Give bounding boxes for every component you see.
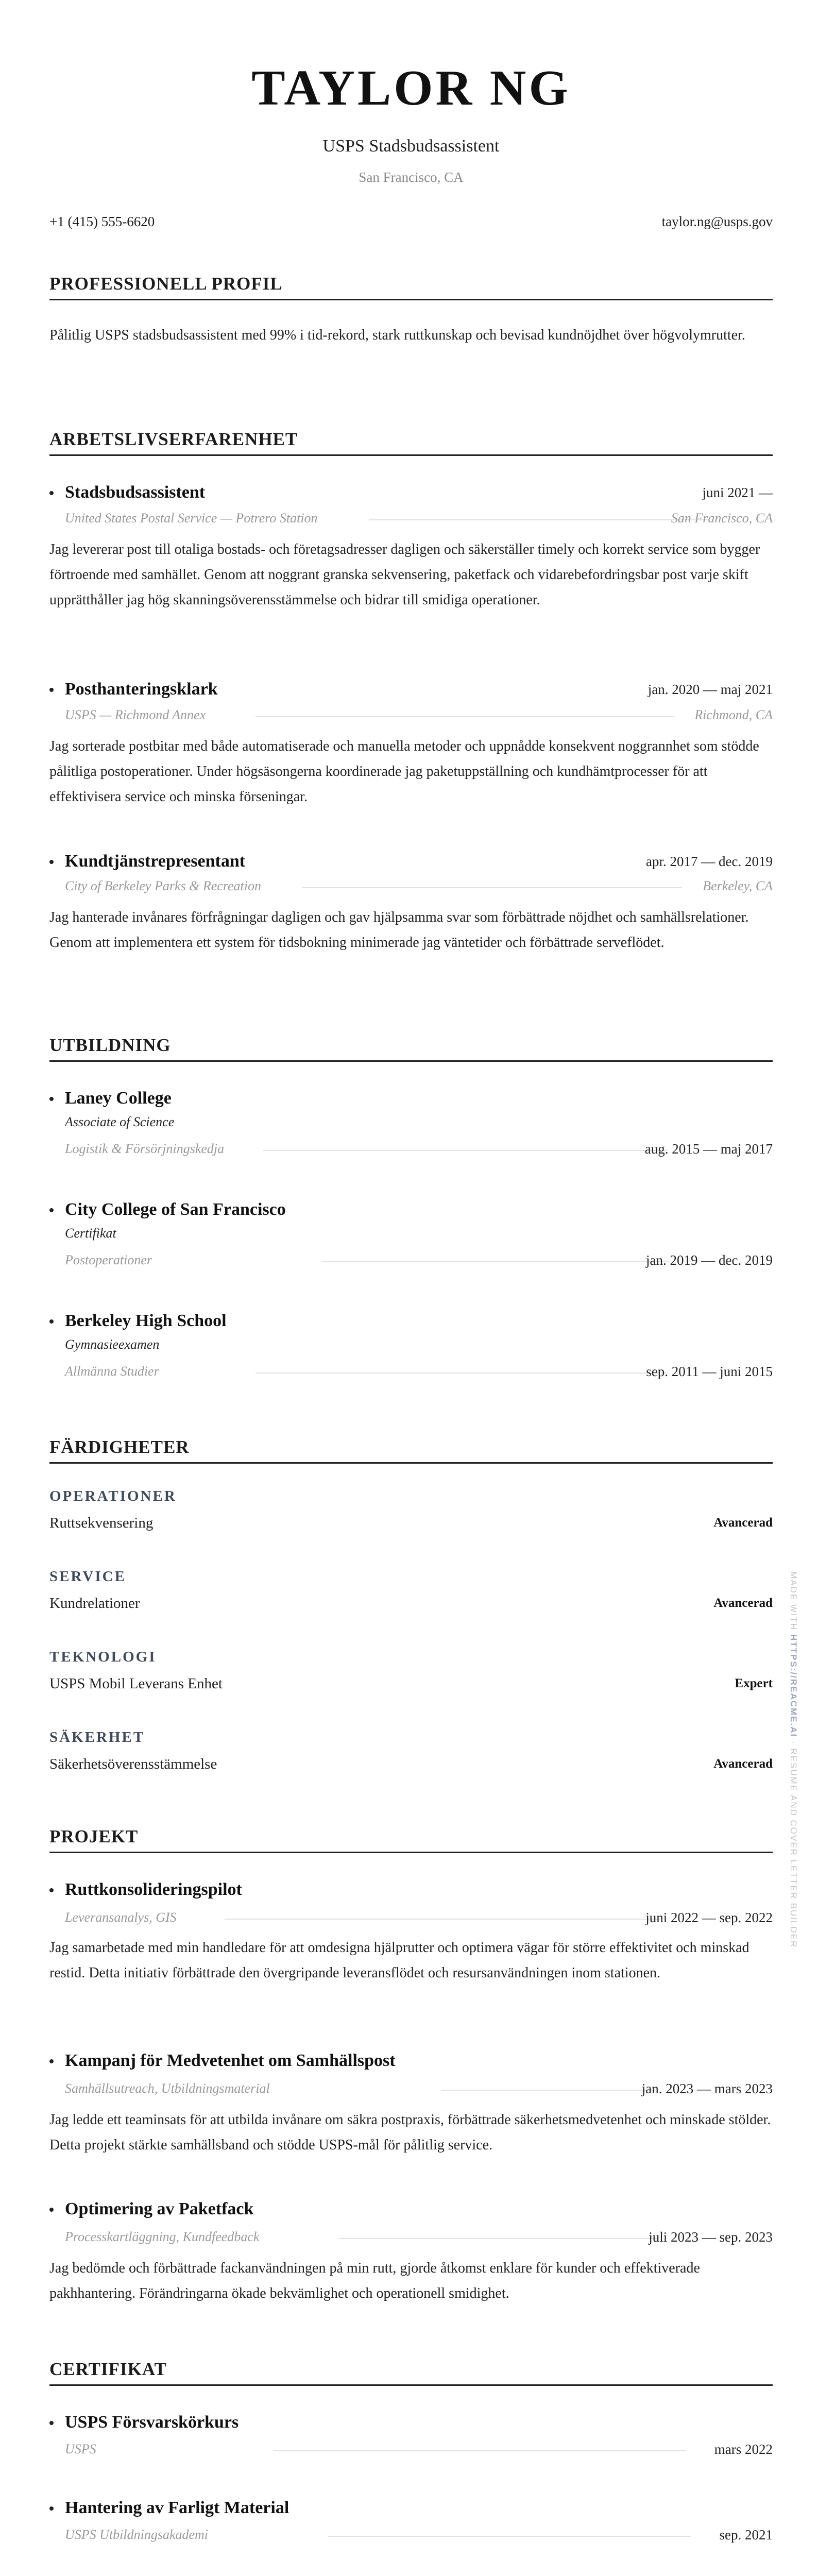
phone-number[interactable]: +1 (415) 555-6620 bbox=[49, 214, 155, 229]
section-title-certificates: CERTIFIKAT bbox=[49, 2358, 773, 2386]
divider-line bbox=[338, 2238, 658, 2239]
divider-line bbox=[263, 1150, 668, 1151]
experience-role: Kundtjänstrepresentant bbox=[49, 850, 245, 873]
experience-role: Posthanteringsklark bbox=[49, 678, 218, 701]
experience-desc: Jag sorterade postbitar med både automatiserade och manuella metoder och uppnådde konsekvent noggrannhet som stödde pålitliga postoperationer. Under högsäsongerna koordinerade jag paketuppställning och kundhämtprocesser för att effektivisera service och minska förseningar. bbox=[49, 738, 759, 805]
experience-place: Richmond, CA bbox=[694, 707, 773, 722]
experience-place: Berkeley, CA bbox=[703, 878, 773, 893]
experience-org: United States Postal Service — Potrero Station bbox=[65, 511, 318, 526]
project-date: juli 2023 — sep. 2023 bbox=[649, 2229, 773, 2245]
project-tags: Processkartläggning, Kundfeedback bbox=[65, 2229, 260, 2244]
email-link[interactable]: taylor.ng@usps.gov bbox=[661, 214, 773, 229]
candidate-role: USPS Stadsbudsassistent bbox=[322, 137, 500, 156]
candidate-location: San Francisco, CA bbox=[359, 170, 464, 185]
divider-line bbox=[225, 1919, 660, 1920]
project-tags: Leveransanalys, GIS bbox=[65, 1910, 177, 1925]
skill-level: Avancerad bbox=[713, 1596, 773, 1610]
education-school: City College of San Francisco bbox=[49, 1198, 286, 1221]
education-date: aug. 2015 — maj 2017 bbox=[644, 1141, 773, 1157]
profile-text: Pålitlig USPS stadsbudsassistent med 99% i tid-rekord, stark ruttkunskap och bevisad kundnöjdhet över högvolymrutter. bbox=[49, 327, 745, 343]
skill-level: Avancerad bbox=[713, 1516, 773, 1530]
skill-level: Expert bbox=[735, 1676, 773, 1690]
watermark-link[interactable]: HTTPS://REACME.AI bbox=[789, 1634, 798, 1738]
experience-date: apr. 2017 — dec. 2019 bbox=[646, 854, 773, 869]
certificate-name: USPS Försvarskörkurs bbox=[49, 2411, 238, 2434]
watermark-suffix: · RESUME AND COVER LETTER BUILDER bbox=[789, 1737, 798, 1948]
experience-desc: Jag hanterade invånares förfrågningar dagligen och gav hjälpsamma svar som förbättrade nöjdhet och samhällsrelationer. Genom att implementera ett system för tidsbokning minimerade jag väntetider och förbättrade serveflödet. bbox=[49, 909, 749, 951]
divider-line bbox=[255, 1372, 668, 1374]
skill-category: TEKNOLOGI bbox=[49, 1649, 157, 1665]
education-degree: Certifikat bbox=[65, 1226, 116, 1241]
skill-category: SÄKERHET bbox=[49, 1729, 145, 1745]
project-desc: Jag bedömde och förbättrade fackanvändningen på min rutt, gjorde åtkomst enklare för kunder och effektiverade pakhhantering. Förändringarna ökade bekvämlighet och operationell smidighet. bbox=[49, 2260, 700, 2301]
section-title-profile: PROFESSIONELL PROFIL bbox=[49, 272, 773, 300]
section-title-education: UTBILDNING bbox=[49, 1033, 773, 1062]
divider-line bbox=[441, 2090, 656, 2091]
divider-line bbox=[273, 2450, 686, 2451]
skill-category: SERVICE bbox=[49, 1568, 126, 1585]
candidate-name: TAYLOR NG bbox=[251, 60, 571, 116]
experience-place: San Francisco, CA bbox=[671, 511, 773, 526]
education-date: sep. 2011 — juni 2015 bbox=[646, 1364, 773, 1379]
experience-date: jan. 2020 — maj 2021 bbox=[647, 682, 773, 697]
watermark-prefix: MADE WITH bbox=[789, 1571, 798, 1634]
project-name: Optimering av Paketfack bbox=[49, 2198, 253, 2221]
divider-line bbox=[255, 716, 674, 717]
project-name: Ruttkonsolideringspilot bbox=[49, 1878, 242, 1901]
section-title-projects: PROJEKT bbox=[49, 1825, 773, 1853]
certificate-date: mars 2022 bbox=[714, 2442, 773, 2457]
project-date: jan. 2023 — mars 2023 bbox=[641, 2081, 773, 2096]
builder-watermark bbox=[786, 1571, 801, 2066]
certificate-issuer: USPS bbox=[65, 2442, 96, 2456]
divider-line bbox=[302, 887, 682, 888]
divider-line bbox=[322, 1261, 669, 1262]
project-desc: Jag samarbetade med min handledare för att omdesigna hjälprutter och optimera vägar för större effektivitet och minskad restid. Detta initiativ förbättrade den övergripande leveransflödet och resursanvändningen inom stationen. bbox=[49, 1940, 749, 1981]
skill-category: OPERATIONER bbox=[49, 1488, 177, 1504]
education-date: jan. 2019 — dec. 2019 bbox=[646, 1252, 773, 1268]
skill-name: Säkerhetsöverensstämmelse bbox=[49, 1756, 217, 1772]
experience-org: USPS — Richmond Annex bbox=[65, 707, 206, 722]
education-degree: Gymnasieexamen bbox=[65, 1337, 160, 1352]
section-title-experience: ARBETSLIVSERFARENHET bbox=[49, 428, 773, 456]
experience-date: juni 2021 — bbox=[702, 485, 773, 500]
education-field: Logistik & Försörjningskedja bbox=[65, 1141, 225, 1156]
divider-line bbox=[328, 2536, 691, 2537]
experience-role: Stadsbudsassistent bbox=[49, 481, 205, 504]
education-degree: Associate of Science bbox=[65, 1114, 175, 1129]
education-school: Laney College bbox=[49, 1087, 172, 1110]
skill-name: USPS Mobil Leverans Enhet bbox=[49, 1675, 223, 1692]
skill-name: Kundrelationer bbox=[49, 1595, 140, 1612]
project-date: juni 2022 — sep. 2022 bbox=[645, 1910, 773, 1925]
skill-level: Avancerad bbox=[713, 1757, 773, 1771]
certificate-issuer: USPS Utbildningsakademi bbox=[65, 2527, 209, 2542]
experience-org: City of Berkeley Parks & Recreation bbox=[65, 878, 261, 893]
certificate-name: Hantering av Farligt Material bbox=[49, 2497, 289, 2519]
skill-name: Ruttsekvensering bbox=[49, 1515, 154, 1531]
education-school: Berkeley High School bbox=[49, 1310, 227, 1332]
divider-line bbox=[369, 519, 708, 520]
certificate-date: sep. 2021 bbox=[719, 2527, 773, 2543]
education-field: Allmänna Studier bbox=[65, 1364, 159, 1379]
experience-desc: Jag levererar post till otaliga bostads- och företagsadresser dagligen och säkerställer timely och korrekt service som bygger förtroende med samhället. Genom att noggrant granska sekvensering, paketfack och vidarebefordringsbar post varje skift upprätthåller jag hög skanningsöverensstämmelse och bidrar till smidiga operationer. bbox=[49, 541, 760, 608]
project-tags: Samhällsutreach, Utbildningsmaterial bbox=[65, 2081, 270, 2096]
section-title-skills: FÄRDIGHETER bbox=[49, 1435, 773, 1464]
project-name: Kampanj för Medvetenhet om Samhällspost bbox=[49, 2049, 396, 2072]
project-desc: Jag ledde ett teaminsats för att utbilda invånare om säkra postpraxis, förbättrade säkerhetsmedvetenhet och minskade stölder. Detta projekt stärkte samhällsband och stödde USPS-mål för pålitlig service. bbox=[49, 2112, 771, 2153]
education-field: Postoperationer bbox=[65, 1252, 152, 1267]
